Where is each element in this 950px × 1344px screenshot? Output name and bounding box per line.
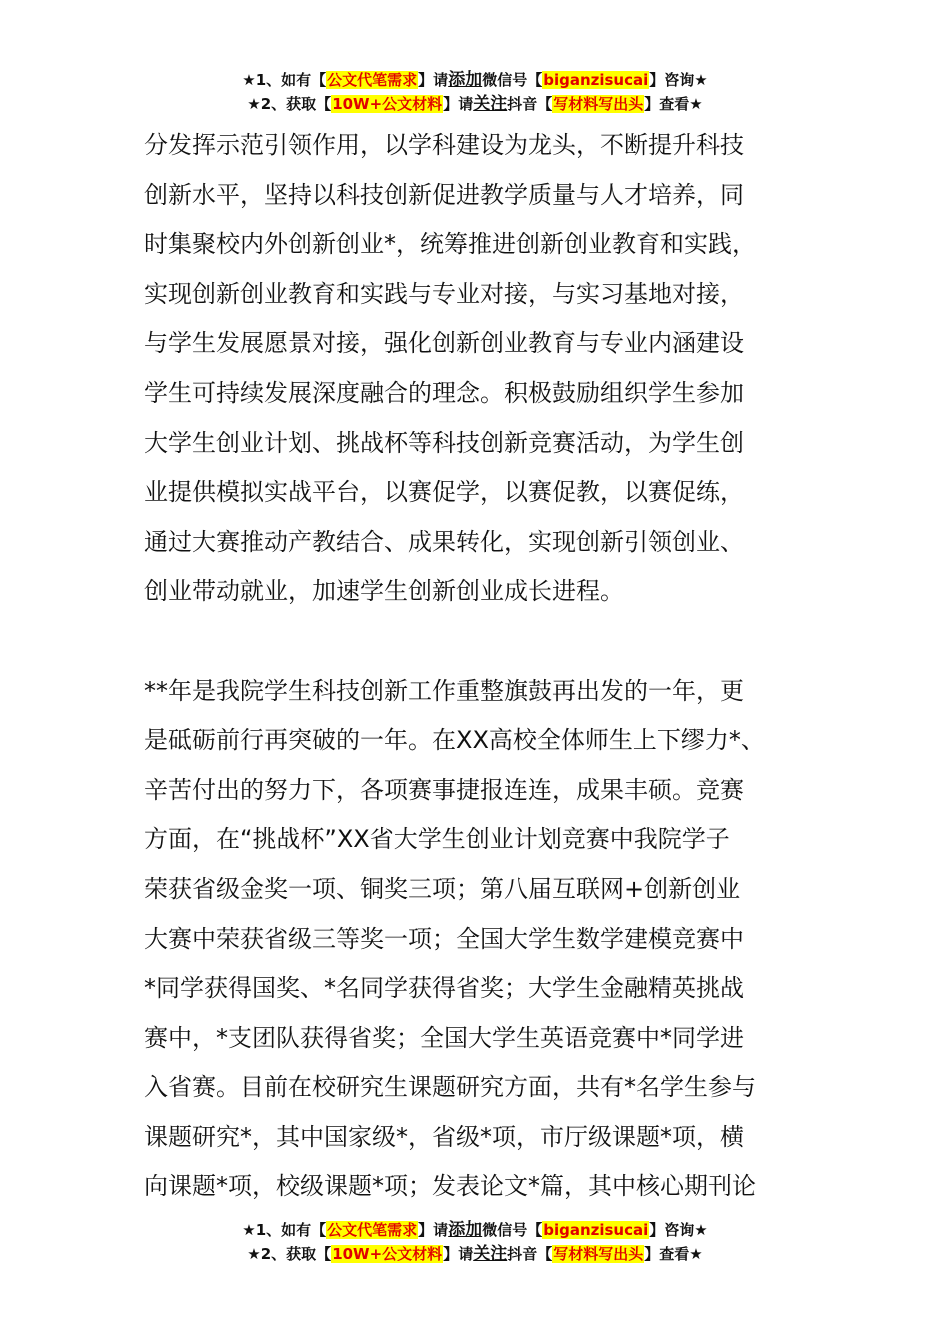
douyin-account-highlight: 写材料写出头 [553,1245,644,1263]
materials-highlight: 10W+公文材料 [332,95,443,113]
text-line: 赛中，*支团队获得省奖；全国大学生英语竞赛中*同学进 [144,1023,744,1052]
text-line: 业提供模拟实战平台，以赛促学，以赛促教，以赛促练， [144,478,744,507]
text-line: 分发挥示范引领作用，以学科建设为龙头，不断提升科技 [144,131,744,159]
star-icon: ★ [242,71,256,89]
text-line: 学生可持续发展深度融合的理念。积极鼓励组织学生参加 [144,378,744,407]
text-line: 是砥砺前行再突破的一年。在XX高校全体师生上下缪力*、 [144,726,765,755]
footer-banner [0,1218,950,1266]
text-line: 入省赛。目前在校研究生课题研究方面，共有*名学生参与 [144,1073,756,1102]
header-banner [0,68,950,116]
text-line: 实现创新创业教育和实践与专业对接，与实习基地对接， [144,279,744,308]
text-line: **年是我院学生科技创新工作重整旗鼓再出发的一年，更 [144,676,744,705]
text-line: 辛苦付出的努力下，各项赛事捷报连连，成果丰硕。竞赛 [144,775,744,804]
text-line: 大赛中荣获省级三等奖一项；全国大学生数学建模竞赛中 [144,924,744,953]
text-line: 创业带动就业，加速学生创新创业成长进程。 [144,577,624,606]
text-line: 荣获省级金奖一项、铜奖三项；第八届互联网+创新创业 [144,874,741,903]
text-line: 与学生发展愿景对接，强化创新创业教育与专业内涵建设 [144,329,744,358]
materials-highlight: 10W+公文材料 [332,1245,443,1263]
footer-line-1: ★1、如有【公文代笔需求】请添加微信号【biganzisucai】咨询★ [242,1220,708,1240]
text-line: 课题研究*，其中国家级*，省级*项，市厅级课题*项，横 [144,1122,744,1151]
header-line-1: ★1、如有【公文代笔需求】请添加微信号【biganzisucai】咨询★ [242,70,708,90]
text-line: *同学获得国奖、*名同学获得省奖；大学生金融精英挑战 [144,974,744,1003]
text-line: 大学生创业计划、挑战杯等科技创新竞赛活动，为学生创 [144,428,744,457]
text-line: 创新水平，坚持以科技创新促进教学质量与人才培养，同 [144,180,744,209]
ghostwriting-highlight: 公文代笔需求 [327,71,418,89]
text-line: 时集聚校内外创新创业*，统筹推进创新创业教育和实践， [144,230,756,259]
header-line-2: ★2、获取【10W+公文材料】请关注抖音【写材料写出头】查看★ [247,94,703,114]
text-line: 方面，在“挑战杯”XX省大学生创业计划竞赛中我院学子 [144,825,730,854]
wechat-id-highlight: biganzisucai [543,71,649,89]
footer-line-2: ★2、获取【10W+公文材料】请关注抖音【写材料写出头】查看★ [247,1244,703,1264]
star-icon: ★ [242,1221,256,1239]
text-line: 向课题*项，校级课题*项；发表论文*篇，其中核心期刊论 [144,1172,756,1201]
star-icon: ★ [247,1245,261,1263]
paragraph-1 [144,121,809,617]
wechat-id-highlight: biganzisucai [543,1221,649,1239]
paragraph-2 [144,667,809,1213]
ghostwriting-highlight: 公文代笔需求 [327,1221,418,1239]
star-icon: ★ [247,95,261,113]
text-line: 通过大赛推动产教结合、成果转化，实现创新引领创业、 [144,527,744,556]
douyin-account-highlight: 写材料写出头 [553,95,644,113]
document-body [144,121,809,1212]
